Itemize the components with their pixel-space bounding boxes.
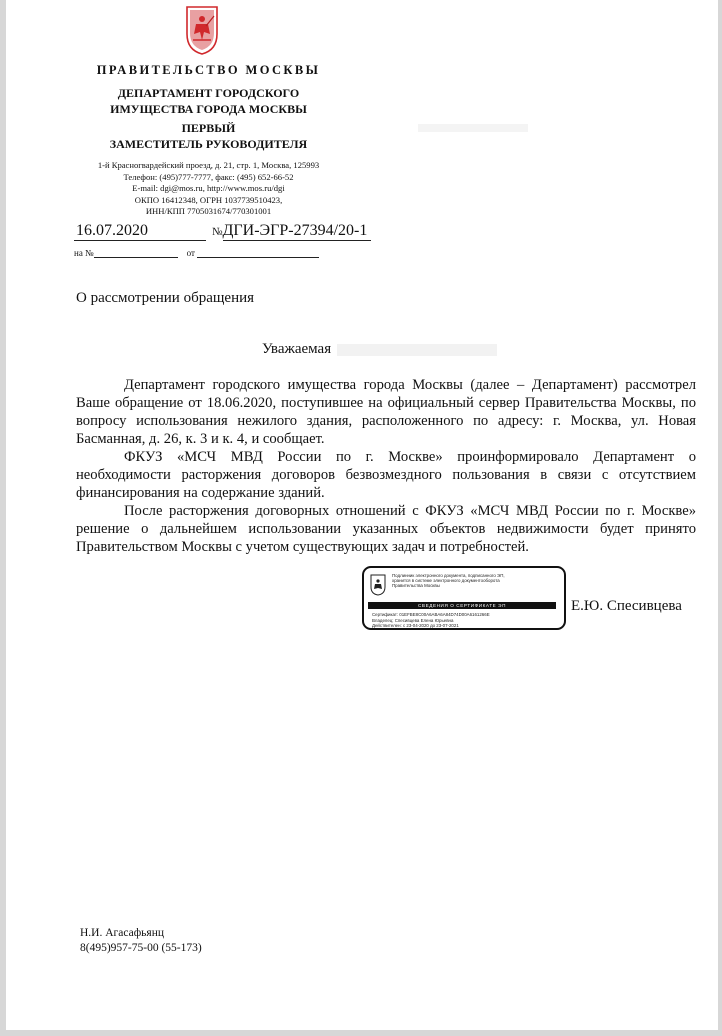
stamp-coat-of-arms-icon — [370, 574, 386, 596]
redacted-addressee — [418, 124, 528, 132]
stamp-notice-line-1: Подлинник электронного документа, подписанного ЭП, — [392, 573, 505, 578]
phone-fax: Телефон: (495)777-7777, факс: (495) 652-66-52 — [123, 171, 294, 182]
document-page — [6, 0, 718, 1030]
stamp-notice-line-3: Правительства Москвы — [392, 583, 440, 589]
registration-line — [74, 222, 371, 241]
letter-body — [76, 376, 696, 556]
contact-block — [66, 160, 351, 218]
okpo-ogrn: ОКПО 16412348, ОГРН 1037739510423, — [134, 194, 283, 205]
position-line-2: ЗАМЕСТИТЕЛЬ РУКОВОДИТЕЛЯ — [109, 137, 308, 151]
registration-number: ДГИ-ЭГР-27394/20-1 — [223, 222, 372, 241]
electronic-signature-stamp — [362, 566, 566, 630]
stamp-validity: Действителен: с 23-04-2020 до 23-07-2021 — [372, 623, 459, 629]
letter-subject: О рассмотрении обращения — [76, 290, 255, 306]
redacted-name — [337, 344, 497, 356]
address: 1-й Красногвардейский проезд, д. 21, стр. 1, Москва, 125993 — [97, 160, 320, 170]
body-paragraph-3: После расторжения договорных отношений с ФКУЗ «МСЧ МВД России по г. Москве» решение о дальнейшем использовании указанных объектов недвижимости будет принято Правительством Москвы с учетом существующих задач и потребностей. — [76, 503, 696, 555]
body-paragraph-2: ФКУЗ «МСЧ МВД России по г. Москве» проинформировало Департамент о необходимости расторжения договоров безвозмездного пользования в связи с отсутствием финансирования на содержание зданий. — [76, 449, 696, 501]
from-label: от — [186, 248, 195, 258]
government-title: ПРАВИТЕЛЬСТВО МОСКВЫ — [96, 63, 321, 77]
from-blank — [197, 247, 319, 258]
department-line-1: ДЕПАРТАМЕНТ ГОРОДСКОГО — [117, 86, 300, 100]
stamp-certificate-details — [372, 612, 558, 629]
on-no-blank — [94, 247, 178, 258]
signer-name: Е.Ю. Спесивцева — [571, 598, 682, 614]
salutation — [262, 341, 497, 358]
executor-name: Н.И. Агасафьянц — [80, 927, 165, 939]
executor-phone: 8(495)957-75-00 (55-173) — [80, 942, 202, 954]
stamp-certificate-header: СВЕДЕНИЯ О СЕРТИФИКАТЕ ЭП — [368, 602, 556, 609]
moscow-coat-of-arms-icon — [184, 4, 220, 56]
stamp-owner: Владелец: Спесивцева Елена Юрьевна — [372, 617, 454, 623]
salutation-text: Уважаемая — [262, 341, 332, 357]
department-title — [66, 85, 351, 117]
number-label: № — [212, 226, 223, 238]
stamp-notice — [392, 573, 560, 589]
executor-block — [80, 926, 202, 956]
body-paragraph-1: Департамент городского имущества города Москвы (далее – Департамент) рассмотрел Ваше обращение от 18.06.2020, поступившее на официальный сервер Правительства Москвы, по вопросу использования нежилого здания, расположенного по адресу: г. Москва, ул. Новая Басманная, д. 26, к. 3 и к. 4, и сообщает. — [76, 377, 696, 447]
inn-kpp: ИНН/КПП 7705031674/770301001 — [145, 206, 272, 217]
email-web: E-mail: dgi@mos.ru, http://www.mos.ru/dgi — [132, 183, 285, 194]
on-no-label: на № — [74, 248, 94, 258]
position-title — [66, 120, 351, 152]
stamp-certificate-id: Сертификат: 01EFBE8C00A6ABA6A84D74D00A6161266E — [372, 612, 490, 617]
stamp-notice-line-2: хранится в системе электронного документооборота — [392, 578, 500, 584]
department-line-2: ИМУЩЕСТВА ГОРОДА МОСКВЫ — [110, 102, 307, 116]
reference-line — [74, 247, 319, 258]
position-line-1: ПЕРВЫЙ — [181, 121, 236, 135]
registration-date: 16.07.2020 — [74, 222, 206, 241]
